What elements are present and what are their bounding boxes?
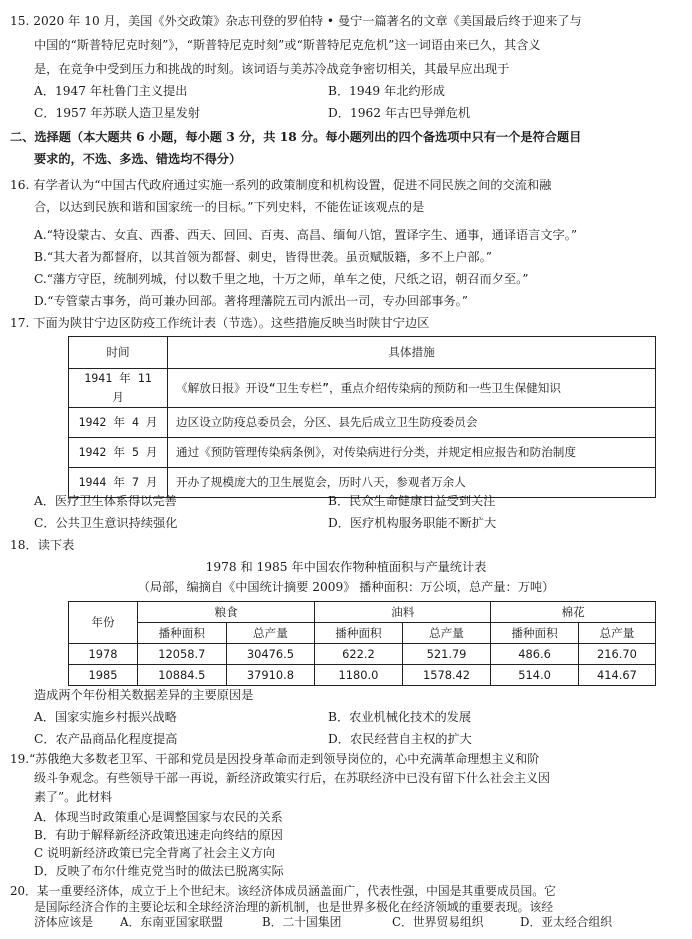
q17-option-b[interactable]: B．民众生命健康日益受到关注	[328, 494, 496, 508]
q17-stem: 17. 下面为陕甘宁边区防疫工作统计表（节选）。这些措施反映当时陕甘宁边区	[10, 316, 430, 330]
section-2-heading-line-2: 要求的，不选、多选、错选均不得分）	[34, 152, 242, 166]
header-cotton: 棉花	[491, 602, 656, 623]
header-grain-area: 播种面积	[138, 623, 227, 644]
grain-area: 10884.5	[138, 665, 227, 686]
q16-stem-line-2: 合，以达到民族和谐和国家统一的目标。”下列史料，不能佐证该观点的是	[34, 200, 425, 214]
q20-stem-line-2: 是国际经济合作的主要论坛和全球经济治理的新机制，也是世界多极化在经济领域的重要表现。该经	[34, 900, 554, 914]
table-row	[69, 408, 656, 438]
table-row	[69, 369, 656, 408]
q17-table	[68, 336, 656, 498]
q19-option-a[interactable]: A．体现当时政策重心是调整国家与农民的关系	[34, 810, 283, 824]
header-grain-output: 总产量	[226, 623, 315, 644]
q16-option-d[interactable]: D.“专管蒙古事务，尚可兼办回部。著将理藩院五司内派出一司，专办回部事务。”	[34, 294, 468, 308]
q16-option-c[interactable]: C.“藩方守臣，统制列城，付以数千里之地，十万之师，单车之使，尺纸之诏，朝召而夕至。”	[34, 272, 529, 286]
header-oil-output: 总产量	[402, 623, 491, 644]
q19-option-c[interactable]: C 说明新经济政策已完全背离了社会主义方向	[34, 846, 275, 860]
oil-area: 1180.0	[315, 665, 402, 686]
q15-option-b[interactable]: B．1949 年北约形成	[328, 84, 445, 98]
header-oil-area: 播种面积	[315, 623, 402, 644]
grain-output: 30476.5	[226, 644, 315, 665]
header-year: 年份	[69, 602, 138, 644]
header-cotton-area: 播种面积	[491, 623, 578, 644]
q18-table-title: 1978 和 1985 年中国农作物种植面积与产量统计表	[205, 560, 487, 574]
q20-option-b[interactable]: B．二十国集团	[262, 915, 342, 929]
oil-area: 622.2	[315, 644, 402, 665]
header-oil: 油料	[315, 602, 491, 623]
q18-option-b[interactable]: B．农业机械化技术的发展	[328, 710, 472, 724]
cotton-area: 486.6	[491, 644, 578, 665]
row-measure: 《解放日报》开设“卫生专栏”，重点介绍传染病的预防和一些卫生保健知识	[168, 369, 656, 408]
q19-stem-line-2: 级斗争观念。有些领导干部一再说，新经济政策实行后，在苏联经济中已没有留下什么社会主义因	[34, 771, 551, 785]
row-time: 1942 年 5 月	[69, 438, 168, 468]
q15-stem-line-1: 15. 2020 年 10 月，美国《外交政策》杂志刊登的罗伯特 • 曼宁一篇著名的文章《美国最后终于迎来了与	[10, 14, 582, 28]
row-measure: 边区设立防疫总委员会，分区、县先后成立卫生防疫委员会	[168, 408, 656, 438]
q20-stem-line-1: 20．某一重要经济体，成立于上个世纪末。该经济体成员涵盖面广，代表性强，中国是其重要成员国。它	[10, 884, 556, 898]
table-row	[69, 438, 656, 468]
q20-option-a[interactable]: A．东南亚国家联盟	[120, 915, 223, 929]
q20-option-c[interactable]: C．世界贸易组织	[392, 915, 484, 929]
cotton-output: 216.70	[578, 644, 655, 665]
q18-option-a[interactable]: A．国家实施乡村振兴战略	[34, 710, 177, 724]
q18-table	[68, 601, 656, 686]
q16-option-b[interactable]: B.“其大者为都督府，以其首领为都督、刺史，皆得世袭。虽贡赋版籍，多不上户部。”	[34, 250, 492, 264]
section-2-heading-line-1: 二、选择题（本大题共 6 小题，每小题 3 分，共 18 分。每小题列出的四个备选项中只有一个是符合题目	[10, 130, 582, 144]
grain-output: 37910.8	[226, 665, 315, 686]
q19-stem-line-3: 素了”。此材料	[34, 790, 113, 804]
header-grain: 粮食	[138, 602, 315, 623]
row-year: 1985	[69, 665, 138, 686]
q20-stem-line-3: 济体应该是	[34, 915, 93, 929]
row-year: 1978	[69, 644, 138, 665]
table-subheader-row	[69, 623, 656, 644]
q18-option-d[interactable]: D．农民经营自主权的扩大	[328, 732, 472, 746]
cotton-output: 414.67	[578, 665, 655, 686]
q19-stem-line-1: 19.“苏俄绝大多数老卫军、干部和党员是因投身革命而走到领导岗位的，心中充满革命理想主义和阶	[10, 752, 540, 766]
q15-option-a[interactable]: A．1947 年杜鲁门主义提出	[34, 84, 188, 98]
q18-stem: 18．读下表	[10, 538, 75, 552]
q18-table-subtitle: （局部，编摘自《中国统计摘要 2009》 播种面积：万公顷，总产量：万吨）	[137, 580, 555, 594]
table-header-row	[69, 337, 656, 369]
q16-stem-line-1: 16. 有学者认为“中国古代政府通过实施一系列的政策制度和机构设置，促进不同民族之间的交流和融	[10, 178, 552, 192]
q17-option-a[interactable]: A．医疗卫生体系得以完善	[34, 494, 177, 508]
table-row	[69, 644, 656, 665]
row-time: 1944 年 7 月	[69, 468, 168, 498]
oil-output: 1578.42	[402, 665, 491, 686]
q20-option-d[interactable]: D．亚太经合组织	[520, 915, 613, 929]
table-header-row	[69, 602, 656, 623]
header-time: 时间	[69, 337, 168, 369]
q19-option-d[interactable]: D．反映了布尔什维克党当时的做法已脱离实际	[34, 864, 284, 878]
header-measure: 具体措施	[168, 337, 656, 369]
q17-option-d[interactable]: D．医疗机构服务职能不断扩大	[328, 516, 497, 530]
oil-output: 521.79	[402, 644, 491, 665]
q17-option-c[interactable]: C．公共卫生意识持续强化	[34, 516, 178, 530]
cotton-area: 514.0	[491, 665, 578, 686]
header-cotton-output: 总产量	[578, 623, 655, 644]
q15-option-c[interactable]: C．1957 年苏联人造卫星发射	[34, 106, 201, 120]
q18-question: 造成两个年份相关数据差异的主要原因是	[34, 688, 254, 702]
q18-option-c[interactable]: C．农产品商品化程度提高	[34, 732, 178, 746]
q15-stem-line-3: 是，在竞争中受到压力和挑战的时刻。该词语与美苏冷战竞争密切相关，其最早应出现于	[34, 62, 510, 76]
q19-option-b[interactable]: B．有助于解释新经济政策迅速走向终结的原因	[34, 828, 283, 842]
table-row	[69, 665, 656, 686]
row-time: 1942 年 4 月	[69, 408, 168, 438]
q16-option-a[interactable]: A.“特设蒙古、女直、西番、西天、回回、百夷、高昌、缅甸八馆，置译字生、通事，通译语言文字。”	[34, 228, 578, 242]
grain-area: 12058.7	[138, 644, 227, 665]
q15-option-d[interactable]: D．1962 年古巴导弹危机	[328, 106, 471, 120]
row-measure: 开办了规模庞大的卫生展览会，历时八天，参观者万余人	[168, 468, 656, 498]
q15-stem-line-2: 中国的“斯普特尼克时刻”》，“斯普特尼克时刻”或“斯普特尼克危机”这一词语由来已久，其含义	[34, 38, 541, 52]
row-measure: 通过《预防管理传染病条例》，对传染病进行分类，并规定相应报告和防治制度	[168, 438, 656, 468]
row-time: 1941 年 11 月	[69, 369, 168, 408]
